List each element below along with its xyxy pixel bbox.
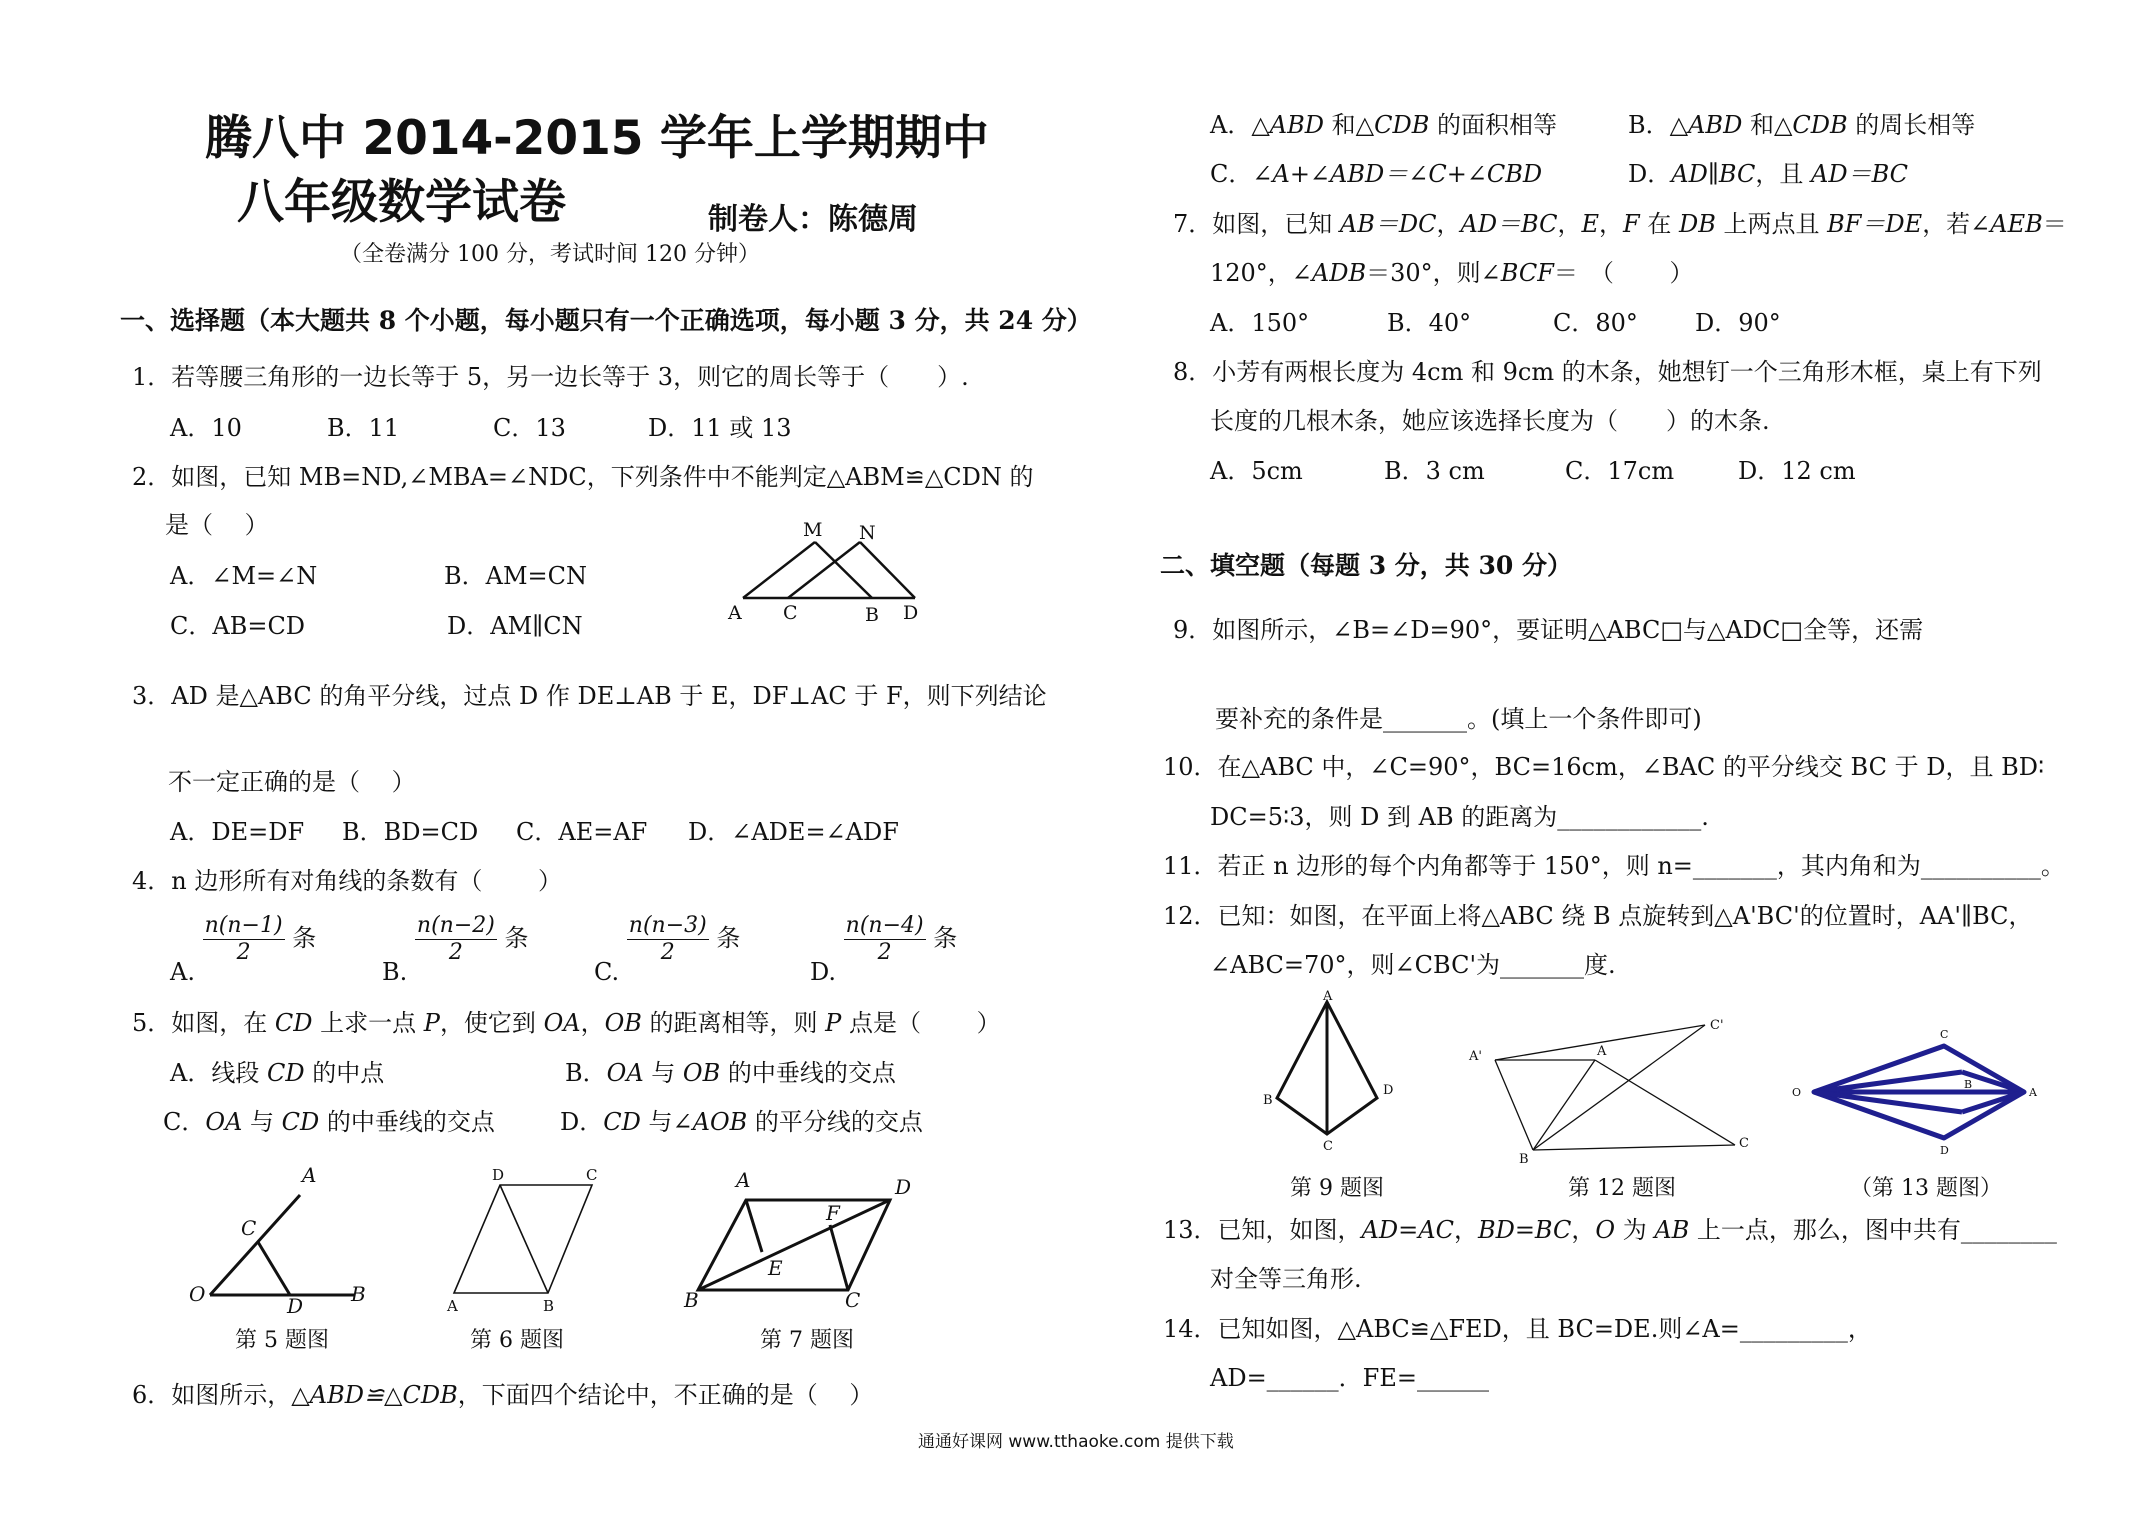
q8-stem-line1: 8．小芳有两根长度为 4cm 和 9cm 的木条，她想钉一个三角形木框，桌上有下列: [1173, 358, 2042, 386]
q11-stem: 11．若正 n 边形的每个内角都等于 150°，则 n=_______，其内角和为__________。: [1163, 852, 2065, 880]
q7-stem-line2: 120°，∠ADB＝30°，则∠BCF＝ （ ）: [1210, 259, 1694, 287]
fig7-label-a: A: [736, 1168, 751, 1192]
q3-option-b: B．BD=CD: [342, 818, 479, 846]
q6-stem: 6．如图所示，△ABD≌△CDB，下面四个结论中，不正确的是（ ）: [132, 1381, 874, 1409]
q5-option-c: C．OA 与 CD 的中垂线的交点: [163, 1108, 495, 1136]
q4-stem: 4．n 边形所有对角线的条数有（ ）: [132, 867, 562, 895]
q4-d-unit: 条: [933, 924, 958, 952]
q12-stem-line1: 12．已知：如图，在平面上将△ABC 绕 B 点旋转到△A'BC'的位置时，AA'∥BC，: [1163, 902, 2033, 930]
q9-stem-line1: 9．如图所示，∠B=∠D=90°，要证明△ABC□与△ADC□全等，还需: [1173, 616, 1924, 644]
q6-option-d: D．AD∥BC，且 AD＝BC: [1628, 160, 1909, 188]
q2-stem-line2: 是（ ）: [165, 511, 269, 539]
q4-option-d: [810, 913, 958, 986]
q1-stem: 1．若等腰三角形的一边长等于 5，另一边长等于 3，则它的周长等于（ ）.: [132, 363, 969, 391]
q2-figure: [720, 520, 940, 630]
q1-option-d: D．11 或 13: [648, 414, 792, 442]
q4-option-b: [382, 913, 529, 986]
exam-title-line2: 八年级数学试卷: [237, 175, 566, 230]
fig5-label-d: D: [287, 1294, 304, 1318]
fig13-label-d: D: [1940, 1144, 1949, 1157]
fig12-label-b: B: [1519, 1152, 1529, 1167]
fig6-label-d: D: [492, 1166, 505, 1184]
q2-label-m: M: [803, 519, 823, 541]
q13-stem-line2: 对全等三角形.: [1210, 1265, 1362, 1293]
fig6-caption: 第 6 题图: [470, 1328, 564, 1353]
fig12-label-a1: A': [1469, 1049, 1482, 1064]
page-footer: 通通好课网 www.tthaoke.com 提供下载: [918, 1432, 1234, 1452]
q7-option-a: A．150°: [1210, 309, 1310, 337]
q4-c-denominator: 2: [660, 940, 675, 965]
q13-stem-line1: 13．已知，如图，AD=AC，BD=BC，O 为 AB 上一点，那么，图中共有________: [1163, 1216, 2057, 1244]
fig7-label-c: C: [845, 1288, 861, 1312]
q1-option-c: C．13: [493, 414, 566, 442]
q4-option-c: [594, 913, 741, 986]
q2-label-a: A: [728, 602, 742, 624]
fig9-label-a: A: [1323, 989, 1333, 1004]
q2-label-b: B: [865, 604, 879, 626]
fig7-figure: [680, 1170, 920, 1320]
q4-c-unit: 条: [716, 924, 741, 952]
fig6-label-a: A: [447, 1297, 458, 1315]
q5-option-d: D．CD 与∠AOB 的平分线的交点: [560, 1108, 923, 1136]
fig7-label-d: D: [895, 1175, 912, 1199]
q4-a-denominator: 2: [236, 940, 251, 965]
q4-a-numerator: n(n−1): [204, 913, 283, 938]
exam-note: （全卷满分 100 分，考试时间 120 分钟）: [340, 242, 760, 267]
q2-option-a: A．∠M=∠N: [170, 562, 318, 590]
q7-option-c: C．80°: [1553, 309, 1638, 337]
q4-d-denominator: 2: [877, 940, 892, 965]
fig9-label-d: D: [1383, 1083, 1394, 1098]
q1-option-a: A．10: [170, 414, 242, 442]
fig13-label-b: B: [1964, 1078, 1973, 1091]
q6-option-c: C．∠A+∠ABD＝∠C+∠CBD: [1210, 160, 1543, 188]
q5-option-a: A．线段 CD 的中点: [170, 1059, 385, 1087]
q4-b-unit: 条: [504, 924, 529, 952]
fig5-label-a: A: [302, 1163, 317, 1187]
fig9-figure: [1255, 989, 1405, 1157]
q7-option-b: B．40°: [1387, 309, 1472, 337]
q5-option-b: B．OA 与 OB 的中垂线的交点: [565, 1059, 896, 1087]
fig9-label-c: C: [1323, 1139, 1333, 1154]
q3-stem-line2: 不一定正确的是（ ）: [168, 768, 416, 796]
fig13-label-a: A: [2029, 1086, 2037, 1099]
q6-option-b: B．△ABD 和△CDB 的周长相等: [1628, 111, 1976, 139]
q8-option-a: A．5cm: [1210, 457, 1303, 485]
q6-option-a: A．△ABD 和△CDB 的面积相等: [1210, 111, 1557, 139]
fig7-label-e: E: [768, 1256, 783, 1280]
q8-stem-line2: 长度的几根木条，她应该选择长度为（ ）的木条.: [1210, 407, 1770, 435]
fig12-label-c1: C': [1710, 1018, 1724, 1033]
fig13-figure: [1780, 1020, 2040, 1160]
q2-option-b: B．AM=CN: [444, 562, 588, 590]
q4-b-prefix: B.: [382, 958, 408, 986]
section1-heading: 一、选择题（本大题共 8 个小题，每小题只有一个正确选项，每小题 3 分，共 24 分）: [120, 306, 1092, 335]
fig7-label-f: F: [826, 1201, 840, 1225]
q2-label-n: N: [859, 522, 876, 544]
exam-author: 制卷人：陈德周: [708, 202, 918, 237]
q2-option-d: D．AM∥CN: [447, 612, 583, 640]
q3-option-a: A．DE=DF: [170, 818, 305, 846]
fig9-caption: 第 9 题图: [1290, 1176, 1384, 1201]
q1-option-b: B．11: [327, 414, 400, 442]
q2-label-c: C: [783, 602, 798, 624]
q4-b-numerator: n(n−2): [416, 913, 495, 938]
fig9-label-b: B: [1263, 1093, 1273, 1108]
q10-stem-line2: DC=5∶3，则 D 到 AB 的距离为____________.: [1210, 803, 1709, 831]
fig12-label-c: C: [1739, 1136, 1749, 1151]
q8-option-c: C．17cm: [1565, 457, 1675, 485]
q3-option-c: C．AE=AF: [516, 818, 648, 846]
fig6-label-c: C: [586, 1166, 598, 1184]
q4-a-unit: 条: [292, 924, 317, 952]
q10-stem-line1: 10．在△ABC 中，∠C=90°，BC=16cm，∠BAC 的平分线交 BC 于 D，且 BD∶: [1163, 753, 2045, 781]
fig6-label-b: B: [543, 1297, 555, 1315]
q3-stem-line1: 3．AD 是△ABC 的角平分线，过点 D 作 DE⊥AB 于 E，DF⊥AC 于 F，则下列结论: [132, 682, 1047, 710]
q4-c-numerator: n(n−3): [628, 913, 707, 938]
q7-option-d: D．90°: [1695, 309, 1781, 337]
q4-c-prefix: C.: [594, 958, 620, 986]
q4-d-numerator: n(n−4): [845, 913, 924, 938]
q14-stem-line2: AD=______．FE=______: [1210, 1364, 1489, 1392]
exam-title-line1: 腾八中 2014-2015 学年上学期期中: [205, 111, 989, 166]
fig13-label-c: C: [1940, 1028, 1949, 1041]
q7-stem-line1: 7．如图，已知 AB＝DC，AD＝BC，E，F 在 DB 上两点且 BF＝DE，若∠AEB＝: [1173, 210, 2067, 238]
fig12-label-a: A: [1597, 1044, 1607, 1059]
q9-stem-line2: 要补充的条件是_______。(填上一个条件即可): [1215, 705, 1702, 733]
fig5-label-b: B: [351, 1282, 366, 1306]
fig12-caption: 第 12 题图: [1568, 1176, 1676, 1201]
q4-d-prefix: D.: [810, 958, 837, 986]
q2-label-d: D: [903, 602, 919, 624]
fig5-caption: 第 5 题图: [235, 1328, 329, 1353]
q14-stem-line1: 14．已知如图，△ABC≌△FED，且 BC=DE.则∠A=_________，: [1163, 1315, 1872, 1343]
fig6-figure: [440, 1165, 610, 1325]
fig7-label-b: B: [684, 1288, 699, 1312]
q8-option-d: D．12 cm: [1738, 457, 1856, 485]
q4-option-a: [170, 913, 317, 986]
q2-stem-line1: 2．如图，已知 MB=ND,∠MBA=∠NDC，下列条件中不能判定△ABM≌△CDN 的: [132, 463, 1034, 491]
fig7-caption: 第 7 题图: [760, 1328, 854, 1353]
fig5-label-o: O: [189, 1282, 206, 1306]
fig12-figure: [1455, 1005, 1755, 1165]
section2-heading: 二、填空题（每题 3 分，共 30 分）: [1160, 551, 1573, 580]
q4-a-prefix: A.: [170, 958, 195, 986]
fig13-label-o: O: [1792, 1086, 1802, 1099]
fig13-caption: （第 13 题图）: [1850, 1176, 2002, 1201]
q12-stem-line2: ∠ABC=70°，则∠CBC'为_______度.: [1210, 951, 1616, 979]
fig5-figure: [185, 1155, 385, 1318]
q4-b-denominator: 2: [448, 940, 463, 965]
q8-option-b: B．3 cm: [1384, 457, 1485, 485]
fig5-label-c: C: [241, 1216, 257, 1240]
q5-stem: 5．如图，在 CD 上求一点 P，使它到 OA，OB 的距离相等，则 P 点是（ ）: [132, 1009, 1001, 1037]
q3-option-d: D．∠ADE=∠ADF: [688, 818, 899, 846]
q2-option-c: C．AB=CD: [170, 612, 306, 640]
